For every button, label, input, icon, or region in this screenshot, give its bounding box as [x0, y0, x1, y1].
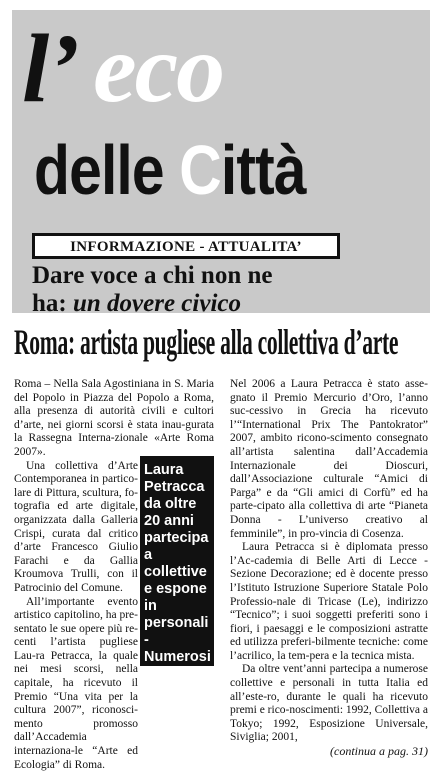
- continue-note: (continua a pag. 31): [330, 744, 428, 759]
- tagline-italic: un dovere civico: [73, 290, 241, 313]
- col2-paragraph-3: Da oltre vent’anni partecipa a numerose collettive e personali in tutta Italia ed all’este-ro, durante le quali ha ricevuto premi e rico-noscimenti: 1992, Collettiva a Tokyo; 1992, Esposizione Universale, Siviglia; 2001,: [230, 663, 428, 745]
- col1-paragraph-3: All’importante evento artistico capitolino, ha pre-sentato le sue opere più re-centi l’artista pugliese Lau-ra Petracca, la quale nei mesi scorsi, nella capitale, ha ricevuto il Premio “Una vita per la cultura 2007”, riconosci-mento promosso dall’Accademia internaziona-le “Arte ed Ecologia” di Roma.: [14, 596, 138, 772]
- article-headline: Roma: artista pugliese alla collettiva d’arte: [14, 322, 264, 362]
- section-label: INFORMAZIONE - ATTUALITA’: [70, 239, 302, 255]
- logo-l-text: l’: [22, 15, 93, 123]
- pull-quote: Laura Petracca da oltre 20 anni partecipa a collettive e espone in personali - Numerosi i premi: [140, 456, 214, 666]
- logo-c-text: C: [179, 131, 221, 209]
- logo-delle-text: delle: [34, 131, 179, 209]
- logo: [22, 20, 223, 118]
- tagline: [32, 262, 273, 313]
- tagline-line-1: Dare voce a chi non ne: [32, 262, 273, 290]
- section-label-box: [32, 233, 340, 259]
- col1-paragraph-1: Roma – Nella Sala Agostiniana in S. Maria del Popolo in Piazza del Popolo a Roma, alla presenza di autorità civili e cultori d’arte, nei giorni scorsi è stata inau-gurata la Rassegna Interna-zionale «Arte Roma 2007».: [14, 378, 214, 460]
- logo-eco-text: eco: [93, 15, 223, 123]
- col2-paragraph-1: Nel 2006 a Laura Petracca è stato asse-gnato il Premio Mercurio d’Oro, l’anno suc-cessivo in Grecia ha ricevuto l’“International Prix The Pantokrator” 2007, ambito ricono-scimento consegnato all’artista salentina dall’Accademia Internazionale dei Dioscuri, dall’Associazione culturale “Amici di Parga” e da “Gli amici di Corfù” ed ha parte-cipato alla collettiva di arte “Pianeta Donna - L’universo creativo al femminile”, in pro-vincia di Cosenza.: [230, 378, 428, 541]
- logo-subtitle: [34, 135, 306, 205]
- tagline-ha: ha:: [32, 290, 67, 313]
- tagline-line-2: [32, 290, 273, 313]
- article-column-2: [230, 378, 428, 745]
- logo-itta-text: ittà: [221, 131, 306, 209]
- col2-paragraph-2: Laura Petracca si è diplomata presso l’Ac-cademia di Belle Arti di Lecce - Sezione Decorazione; ed è docente presso l’Istituto Istruzione Superiore Statale Polo Professio-nale di Tricase (Le), indirizzo “Tecnico”; i suoi soggetti preferiti sono i fiori, i paesaggi e le composizioni astratte ed utilizza preferi-bilmente tecniche: come l’acrilico, la tem-pera e la tecnica mista.: [230, 541, 428, 663]
- masthead: [12, 10, 430, 313]
- col1-paragraph-2: Una collettiva d’Arte Contemporanea in partico-lare di Pittura, scultura, fo-tografia ed arte digitale, organizzata dalla Galleria Crispi, curata dal critico d’arte Francesco Giulio Farachi e da Gallia Kroumova Trulli, con il Patrocinio del Comune.: [14, 460, 138, 596]
